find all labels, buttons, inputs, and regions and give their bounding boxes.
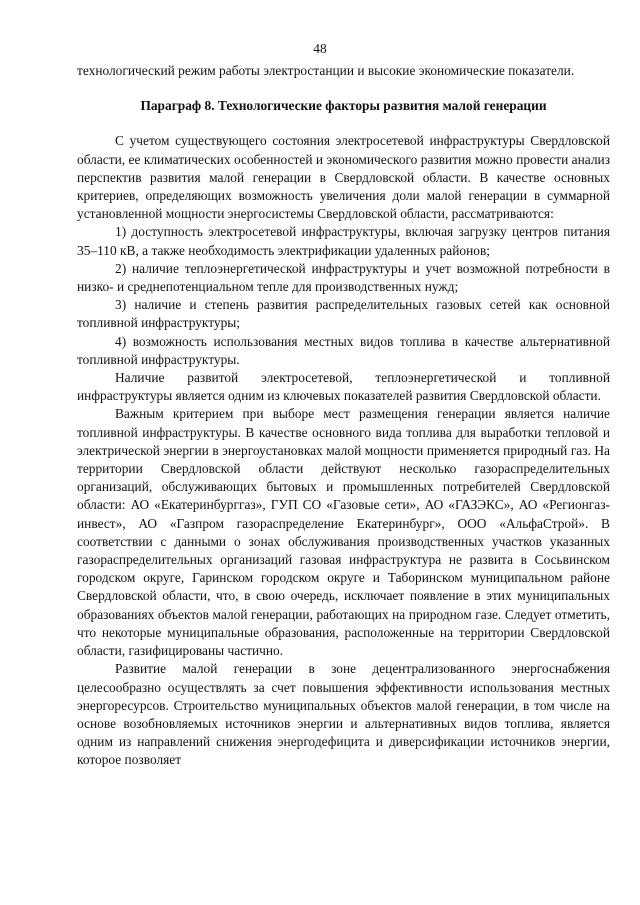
criterion-1: 1) доступность электросетевой инфраструктуры, включая загрузку центров питания 35–110 кВ, а также необходимость электрификации удаленных районов; — [77, 224, 610, 258]
criterion-2: 2) наличие теплоэнергетической инфраструктуры и учет возможной потребности в низко- и среднепотенциальном тепле для производственных нужд; — [77, 260, 610, 295]
paragraph-intro: С учетом существующего состояния электросетевой инфраструктуры Свердловской области, ее климатических особенностей и экономического развития можно провести анализ перспектив развития малой генерации в Свердловской области. В качестве основных критериев, определяющих возможность увеличения доли малой генерации в суммарной установленной мощности энергосистемы Свердловской области, рассматриваются: — [77, 133, 610, 222]
paragraph-infrastructure: Наличие развитой электросетевой, теплоэнергетической и топливной инфраструктуры является одним из ключевых показателей развития Свердловской области. — [77, 370, 610, 404]
criterion-3: 3) наличие и степень развития распределительных газовых сетей как основной топливной инфраструктуры; — [77, 297, 610, 331]
criterion-4: 4) возможность использования местных видов топлива в качестве альтернативной топливной инфраструктуры. — [77, 333, 610, 367]
document-body — [77, 62, 610, 770]
continued-paragraph: технологический режим работы электростанции и высокие экономические показатели. — [77, 63, 575, 78]
paragraph-fuel: Важным критерием при выборе мест размещения генерации является наличие топливной инфраструктуры. В качестве основного вида топлива для выработки тепловой и электрической энергии в энергоустановках малой мощности применяется природный газ. На территории Свердловской области действуют несколько газораспределительных организаций, обслуживающих бытовых и промышленных потребителей Свердловской области: АО «Екатеринбурггаз», ГУП СО «Газовые сети», АО «ГАЗЭКС», АО «Регионгаз-инвест», АО «Газпром газораспределение Екатеринбург», ООО «АльфаСтрой». В соответствии с данными о зонах обслуживания производственных участков указанных газораспределительных организаций газовая инфраструктура не развита в Сосьвинском городском округе, Гаринском городском округе и Таборинском муниципальном районе Свердловской области, что, в свою очередь, исключает появление в этих муниципальных образованиях объектов малой генерации, работающих на природном газе. Следует отметить, что некоторые муниципальные образования, расположенные на территории Свердловской области, газифицированы частично. — [77, 406, 610, 659]
paragraph-decentralized: Развитие малой генерации в зоне децентрализованного энергоснабжения целесообразно осуществлять за счет повышения эффективности использования местных энергоресурсов. Строительство муниципальных объектов малой генерации, в том числе на основе возобновляемых источников энергии и альтернативных видов топлива, является одним из направлений снижения энергодефицита и диверсификации источников энергии, которое позволяет — [77, 661, 610, 768]
page-number: 48 — [313, 41, 327, 56]
section-heading: Параграф 8. Технологические факторы развития малой генерации — [140, 98, 547, 114]
